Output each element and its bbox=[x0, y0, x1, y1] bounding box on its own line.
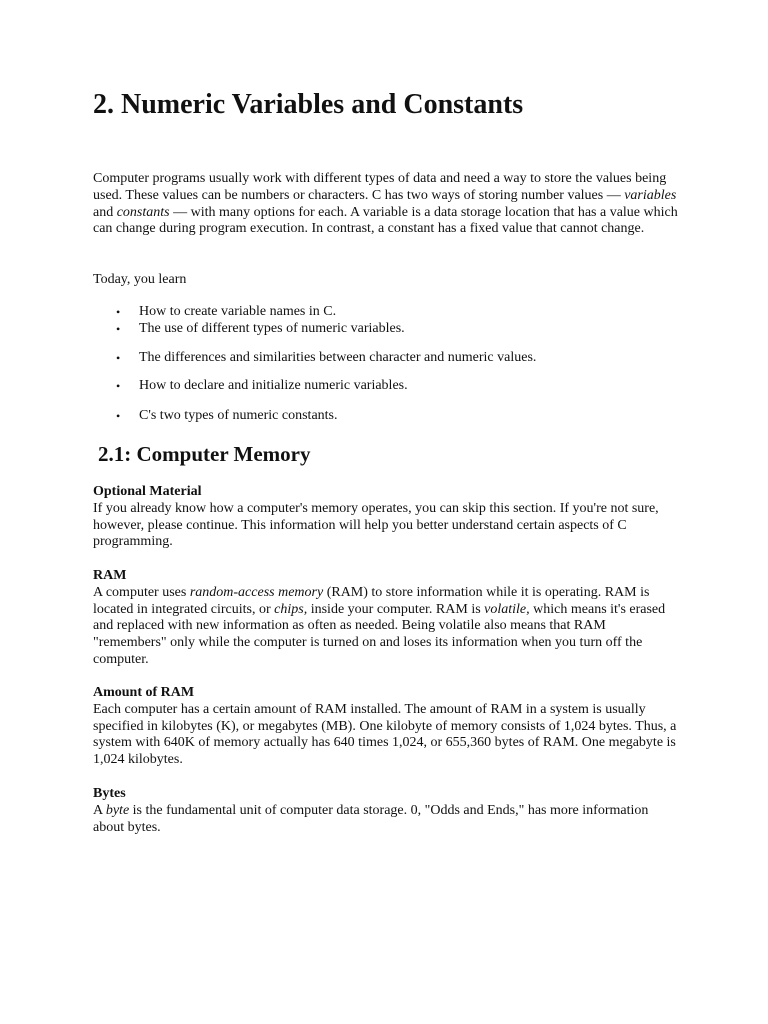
ram-emphasis-2: chips, bbox=[274, 601, 308, 617]
bullet-icon: • bbox=[116, 351, 121, 365]
optional-material-section bbox=[93, 484, 678, 551]
list-item bbox=[116, 378, 408, 394]
bullet-icon: • bbox=[116, 305, 121, 319]
page-title: 2. Numeric Variables and Constants bbox=[93, 89, 524, 120]
list-item-text: C's two types of numeric constants. bbox=[139, 408, 338, 423]
list-item-text: The use of different types of numeric variables. bbox=[139, 321, 405, 336]
ram-text-1: A computer uses bbox=[93, 584, 190, 600]
ram-text-2: (RAM) to store information while it is operating. RAM is located in integrated circuits, or bbox=[93, 584, 650, 617]
intro-emphasis-constants: constants bbox=[116, 204, 170, 220]
bullet-icon: • bbox=[116, 322, 121, 336]
list-item bbox=[116, 350, 537, 366]
ram-text-4: which means it's erased and replaced with new information as often as needed. Being volatile also means that RAM "remembers" only while the computer is turned on and loses its information when you turn off the computer. bbox=[93, 601, 666, 667]
ram-emphasis-3: volatile, bbox=[484, 601, 530, 617]
section-title: 2.1: Computer Memory bbox=[98, 442, 311, 466]
bytes-text-1: A bbox=[93, 802, 106, 818]
intro-text-3: — with many options for each. A variable is a data storage location that has a value which can change during program execution. In contrast, a constant has a fixed value that cannot change. bbox=[93, 204, 678, 237]
intro-paragraph bbox=[93, 171, 678, 238]
bullet-icon: • bbox=[116, 409, 121, 423]
optional-material-text: If you already know how a computer's memory operates, you can skip this section. If you're not sure, however, please continue. This information will help you better understand certain aspects of C programming. bbox=[93, 500, 659, 550]
intro-text-1: Computer programs usually work with different types of data and need a way to store the values being used. These values can be numbers or characters. C has two ways of storing number values — bbox=[93, 171, 667, 203]
list-item-text: The differences and similarities between character and numeric values. bbox=[139, 350, 537, 365]
ram-section bbox=[93, 568, 678, 669]
bytes-section bbox=[93, 786, 678, 836]
optional-material-heading: Optional Material bbox=[93, 484, 202, 499]
list-item bbox=[116, 408, 338, 424]
amount-of-ram-text: Each computer has a certain amount of RAM installed. The amount of RAM in a system is usually specified in kilobytes (K), or megabytes (MB). One kilobyte of memory consists of 1,024 bytes. Thus, a system with 640K of memory actually has 640 times 1,024, or 655,360 bytes of RAM. One megabyte is 1,024 kilobytes. bbox=[93, 701, 677, 768]
today-learn-label: Today, you learn bbox=[93, 272, 187, 287]
ram-emphasis-1: random-access memory bbox=[189, 584, 324, 600]
bytes-text-2: is the fundamental unit of computer data storage. 0, "Odds and Ends," has more information about bytes. bbox=[93, 802, 649, 835]
list-item-text: How to create variable names in C. bbox=[139, 304, 337, 319]
list-item bbox=[116, 321, 405, 337]
ram-heading: RAM bbox=[93, 568, 127, 583]
list-item-text: How to declare and initialize numeric variables. bbox=[139, 378, 408, 393]
list-item bbox=[116, 304, 337, 320]
amount-of-ram-section bbox=[93, 685, 678, 769]
bytes-heading: Bytes bbox=[93, 786, 126, 801]
bullet-icon: • bbox=[116, 379, 121, 393]
intro-emphasis-variables: variables bbox=[624, 187, 677, 203]
ram-text-3: inside your computer. RAM is bbox=[307, 601, 485, 617]
intro-text-2: and bbox=[93, 204, 117, 220]
bytes-emphasis: byte bbox=[105, 802, 130, 818]
amount-of-ram-heading: Amount of RAM bbox=[93, 685, 195, 700]
